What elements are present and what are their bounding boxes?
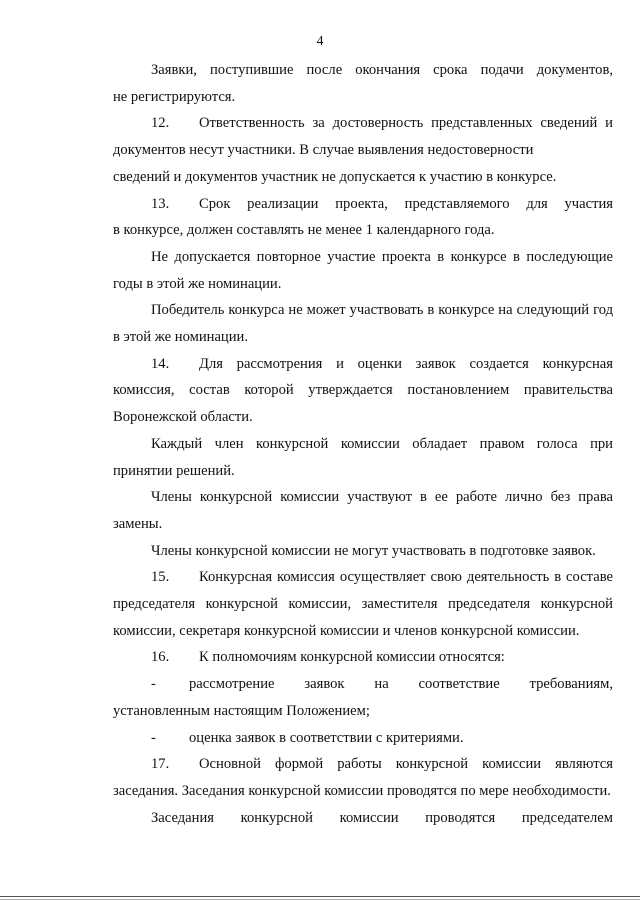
paragraph-13-repeat: Не допускается повторное участие проекта в конкурсе в последующие годы в этой же номинации. bbox=[113, 248, 613, 292]
paragraph-applications-late: Заявки, поступившие после окончания срока подачи документов, bbox=[151, 62, 613, 78]
paragraph-15 bbox=[113, 564, 613, 644]
paragraph-13-cont: в конкурсе, должен составлять не менее 1 календарного года. bbox=[113, 222, 495, 239]
item-number-13: 13. bbox=[151, 195, 170, 212]
list-item-text: оценка заявок в соответствии с критериями. bbox=[189, 729, 464, 746]
item-number-15: 15. bbox=[151, 569, 170, 586]
list-item bbox=[113, 725, 613, 752]
paragraph-17-sessions: Заседания конкурсной комиссии проводятся председателем bbox=[151, 809, 613, 826]
paragraph-16 bbox=[113, 644, 613, 671]
paragraph-14-vote: Каждый член конкурсной комиссии обладает правом голоса при принятии решений. bbox=[113, 435, 613, 479]
paragraph-13 bbox=[113, 191, 613, 218]
list-item-text: рассмотрение заявок на соответствие требованиям, bbox=[189, 676, 613, 693]
list-item bbox=[113, 671, 613, 698]
paragraph-13-winner: Победитель конкурса не может участвовать в конкурсе на следующий год в этой же номинации. bbox=[113, 302, 613, 346]
item-number-12: 12. bbox=[151, 115, 170, 132]
paragraph-17 bbox=[113, 751, 613, 804]
paragraph-applications-late-cont: не регистрируются. bbox=[113, 88, 236, 105]
list-item-cont: установленным настоящим Положением; bbox=[113, 702, 370, 719]
paragraph-14-text: Для рассмотрения и оценки заявок создается конкурсная комиссия, состав которой утверждается постановлением правительства Воронежской области. bbox=[113, 355, 613, 426]
item-number-16: 16. bbox=[151, 649, 170, 666]
paragraph-12-cont: сведений и документов участник не допускается к участию в конкурсе. bbox=[113, 168, 557, 185]
bottom-edge-line bbox=[0, 899, 640, 900]
document-body bbox=[113, 57, 613, 831]
list-dash: - bbox=[151, 676, 156, 693]
paragraph-15-text: Конкурсная комиссия осуществляет свою деятельность в составе председателя конкурсной комиссии, заместителя председателя конкурсной комиссии, секретаря конкурсной комиссии и членов конкурсной комиссии. bbox=[113, 569, 613, 639]
item-number-17: 17. bbox=[151, 756, 170, 773]
bottom-edge-line bbox=[0, 896, 640, 897]
paragraph-14-prep: Члены конкурсной комиссии не могут участвовать в подготовке заявок. bbox=[151, 542, 596, 559]
paragraph-14-personal: Члены конкурсной комиссии участвуют в ее работе лично без права замены. bbox=[113, 489, 613, 532]
paragraph-14 bbox=[113, 351, 613, 431]
paragraph-12-text: Ответственность за достоверность представленных сведений и документов несут участники. В случае выявления недостоверности bbox=[113, 115, 613, 159]
paragraph-13-text: Срок реализации проекта, представляемого для участия bbox=[199, 195, 613, 212]
item-number-14: 14. bbox=[151, 355, 170, 372]
paragraph-17-text: Основной формой работы конкурсной комиссии являются заседания. Заседания конкурсной комиссии проводятся по мере необходимости. bbox=[113, 756, 613, 799]
paragraph-16-text: К полномочиям конкурсной комиссии относятся: bbox=[199, 649, 505, 666]
page-number: 4 bbox=[316, 34, 324, 49]
list-dash: - bbox=[151, 729, 156, 746]
paragraph-12 bbox=[113, 110, 613, 163]
